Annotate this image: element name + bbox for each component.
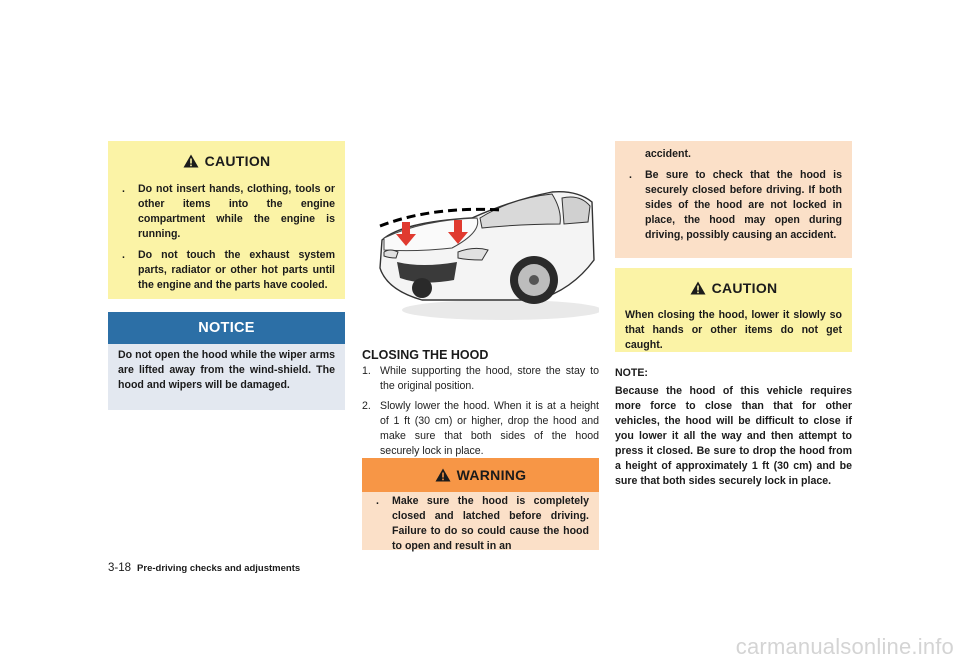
- list-item: 2. Slowly lower the hood. When it is at a height of 1 ft (30 cm) or higher, drop the hood and make sure that both sides of the hood securely lock in place.: [362, 400, 599, 457]
- warning-triangle-icon: [435, 468, 451, 482]
- warning-header-box: [362, 458, 599, 492]
- caution-list: [108, 179, 345, 293]
- page-footer: [108, 562, 300, 574]
- caution-header: [108, 143, 345, 179]
- footer-section: Pre-driving checks and adjustments: [137, 563, 301, 574]
- warning-title: WARNING: [456, 467, 527, 483]
- section-title: CLOSING THE HOOD: [362, 348, 489, 362]
- notice-body-box: [108, 344, 345, 410]
- notice-text: Do not open the hood while the wiper arms are lifted away from the wind-shield. The hood and wipers will be damaged.: [118, 349, 335, 391]
- list-item-continued: accident.: [645, 148, 691, 160]
- notice-header-box: [108, 312, 345, 344]
- caution-title: CAUTION: [204, 153, 271, 169]
- warning-triangle-icon: [690, 281, 706, 295]
- caution-box-2: [615, 268, 852, 352]
- caution-text: When closing the hood, lower it slowly so that hands or other items do not get caught.: [625, 309, 842, 351]
- warning-triangle-icon: [183, 154, 199, 168]
- warning-cont-list: [615, 141, 852, 243]
- list-item: . Be sure to check that the hood is securely closed before driving. If both sides of the hood are not locked in place, the hood may open during driving, possibly causing an accident.: [629, 169, 842, 241]
- watermark: carmanualsonline.info: [735, 634, 954, 659]
- note-label: NOTE:: [615, 367, 648, 379]
- car-image: [362, 140, 599, 336]
- page-number: 3-18: [108, 562, 132, 574]
- car-hood-illustration: [362, 140, 599, 336]
- caution-title: CAUTION: [711, 280, 778, 296]
- caution-box-1: [108, 141, 345, 299]
- list-item: . Do not touch the exhaust system parts, radiator or other hot parts until the engine and the parts have cooled.: [122, 249, 335, 291]
- list-item: . Do not insert hands, clothing, tools or other items into the engine compartment while the engine is running.: [122, 183, 335, 240]
- notice-title: NOTICE: [198, 320, 255, 336]
- warning-list: [362, 492, 599, 554]
- note-text: Because the hood of this vehicle requires more force to close than that for other vehicles, the hood will be difficult to close if you lower it all the way and then attempt to press it closed. Be sure to drop the hood from a height of approximately 1 ft (30 cm) and be sure that both sides securely lock in place.: [615, 385, 852, 487]
- warning-cont-box: [615, 141, 852, 258]
- list-item: 1. While supporting the hood, store the stay to the original position.: [362, 365, 599, 392]
- steps-list: [362, 364, 599, 464]
- list-item: . Make sure the hood is completely closed and latched before driving. Failure to do so could cause the hood to open and result in an: [376, 495, 589, 552]
- caution-header: [615, 270, 852, 306]
- warning-header: [362, 458, 599, 492]
- warning-body-box: [362, 492, 599, 550]
